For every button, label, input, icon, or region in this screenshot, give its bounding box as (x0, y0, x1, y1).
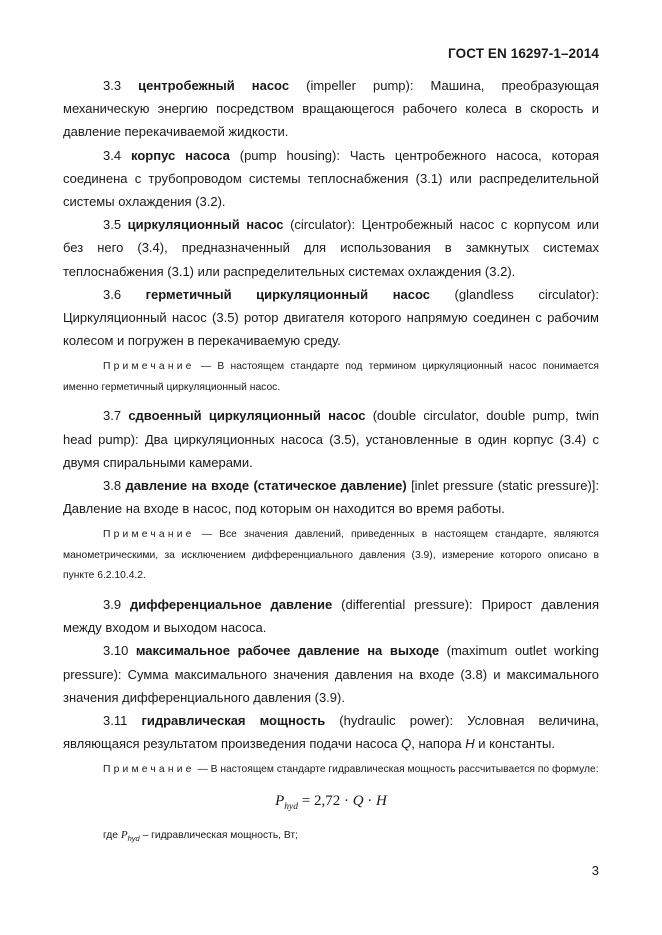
section-text: (hydraulic power): Условная величина, являющаяся результатом произведения подачи насоса (63, 712, 599, 752)
section-3-6 (63, 283, 599, 353)
section-text: (maximum outlet working pressure): Сумма максимального значения давления на входе (3.8) и максимального значения дифференциального давления (3.9). (63, 643, 599, 705)
section-text: (circulator): Центробежный насос с корпусом или без него (3.4), предназначенный для использования в замкнутых системах теплоснабжения (3.1) или распределительных системах охлаждения (3.2). (63, 217, 599, 279)
section-term: сдвоенный циркуляционный насос (128, 408, 366, 424)
section-3-11 (63, 709, 599, 755)
variable-q: Q (401, 736, 412, 752)
formula-dot: · (363, 792, 377, 809)
section-3-3 (63, 74, 599, 144)
section-term: максимальное рабочее давление на выходе (135, 643, 440, 659)
note-text: — В настоящем стандарте гидравлическая мощность рассчитывается по формуле: (194, 764, 599, 776)
where-symbol: P (120, 828, 128, 841)
section-term: герметичный циркуляционный насос (145, 286, 430, 302)
section-text: и константы. (474, 736, 556, 752)
formula-lhs: P (275, 792, 285, 809)
variable-h: H (465, 736, 475, 752)
section-term: дифференциальное давление (130, 596, 333, 612)
section-3-5 (63, 213, 599, 283)
section-3-10 (63, 639, 599, 709)
section-number: 3.11 (103, 712, 128, 728)
formula-lhs-sub: hyd (284, 801, 298, 812)
section-term: циркуляционный насос (127, 217, 284, 233)
section-text: (glandless circulator): Циркуляционный насос (3.5) ротор двигателя которого напрямую соединен с рабочим колесом и погружен в перекачиваемую среду. (63, 286, 599, 349)
section-text: [inlet pressure (static pressure)]: Давление на входе в насос, под которым он находится во время работы. (63, 478, 599, 517)
note-3 (63, 760, 599, 781)
section-number: 3.7 (103, 408, 122, 424)
where-symbol-sub: hyd (127, 833, 140, 843)
section-3-9 (63, 593, 599, 639)
where-clause (63, 825, 599, 849)
note-1 (63, 357, 599, 398)
note-label: Примечание (103, 764, 195, 776)
section-3-4 (63, 144, 599, 214)
section-text: (pump housing): Часть центробежного насоса, которая соединена с трубопроводом системы теплоснабжения (3.1) или распределительной системы охлаждения (3.2). (63, 147, 599, 210)
section-number: 3.3 (103, 78, 122, 93)
section-text: (impeller pump): Машина, преобразующая механическую энергию посредством вращающегося рабочего колеса в скорость и давление перекачиваемой жидкости. (63, 78, 599, 140)
formula-h: H (376, 792, 387, 809)
note-2 (63, 525, 599, 587)
note-label: Примечание (103, 529, 195, 541)
section-number: 3.8 (103, 478, 122, 494)
section-number: 3.10 (103, 643, 129, 659)
section-term: корпус насоса (131, 147, 230, 163)
formula-eq: = 2,72 · (297, 792, 353, 809)
section-3-8 (63, 474, 599, 520)
note-text: — Все значения давлений, приведенных в настоящем стандарте, являются манометрическими, за исключением дифференциального давления (3.9), измерение которого описано в пункте 6.2.10.4.2. (63, 529, 599, 582)
note-label: Примечание (103, 361, 195, 373)
section-3-7 (63, 404, 599, 474)
section-number: 3.5 (103, 217, 122, 233)
section-term: давление на входе (статическое давление) (125, 478, 407, 494)
section-text: , напора (411, 736, 466, 752)
section-number: 3.9 (103, 596, 122, 612)
section-text: (differential pressure): Прирост давления между входом и выходом насоса. (63, 596, 599, 636)
where-description: – гидравлическая мощность, Вт; (139, 829, 299, 841)
standard-header: ГОСТ EN 16297-1–2014 (448, 46, 599, 61)
hydraulic-power-formula (63, 789, 599, 825)
where-prefix: где (103, 829, 121, 841)
page-number: 3 (591, 863, 599, 878)
section-number: 3.4 (103, 147, 122, 163)
document-body (63, 74, 599, 849)
section-number: 3.6 (103, 286, 122, 302)
formula-q: Q (352, 792, 364, 809)
section-term: центробежный насос (138, 78, 290, 93)
note-text: — В настоящем стандарте под термином циркуляционный насос понимается именно герметичный циркуляционный насос. (63, 361, 599, 393)
section-term: гидравлическая мощность (141, 712, 326, 728)
section-text: (double circulator, double pump, twin head pump): Два циркуляционных насоса (3.5), установленные в один корпус (3.4) с двумя спиральными камерами. (63, 408, 599, 470)
